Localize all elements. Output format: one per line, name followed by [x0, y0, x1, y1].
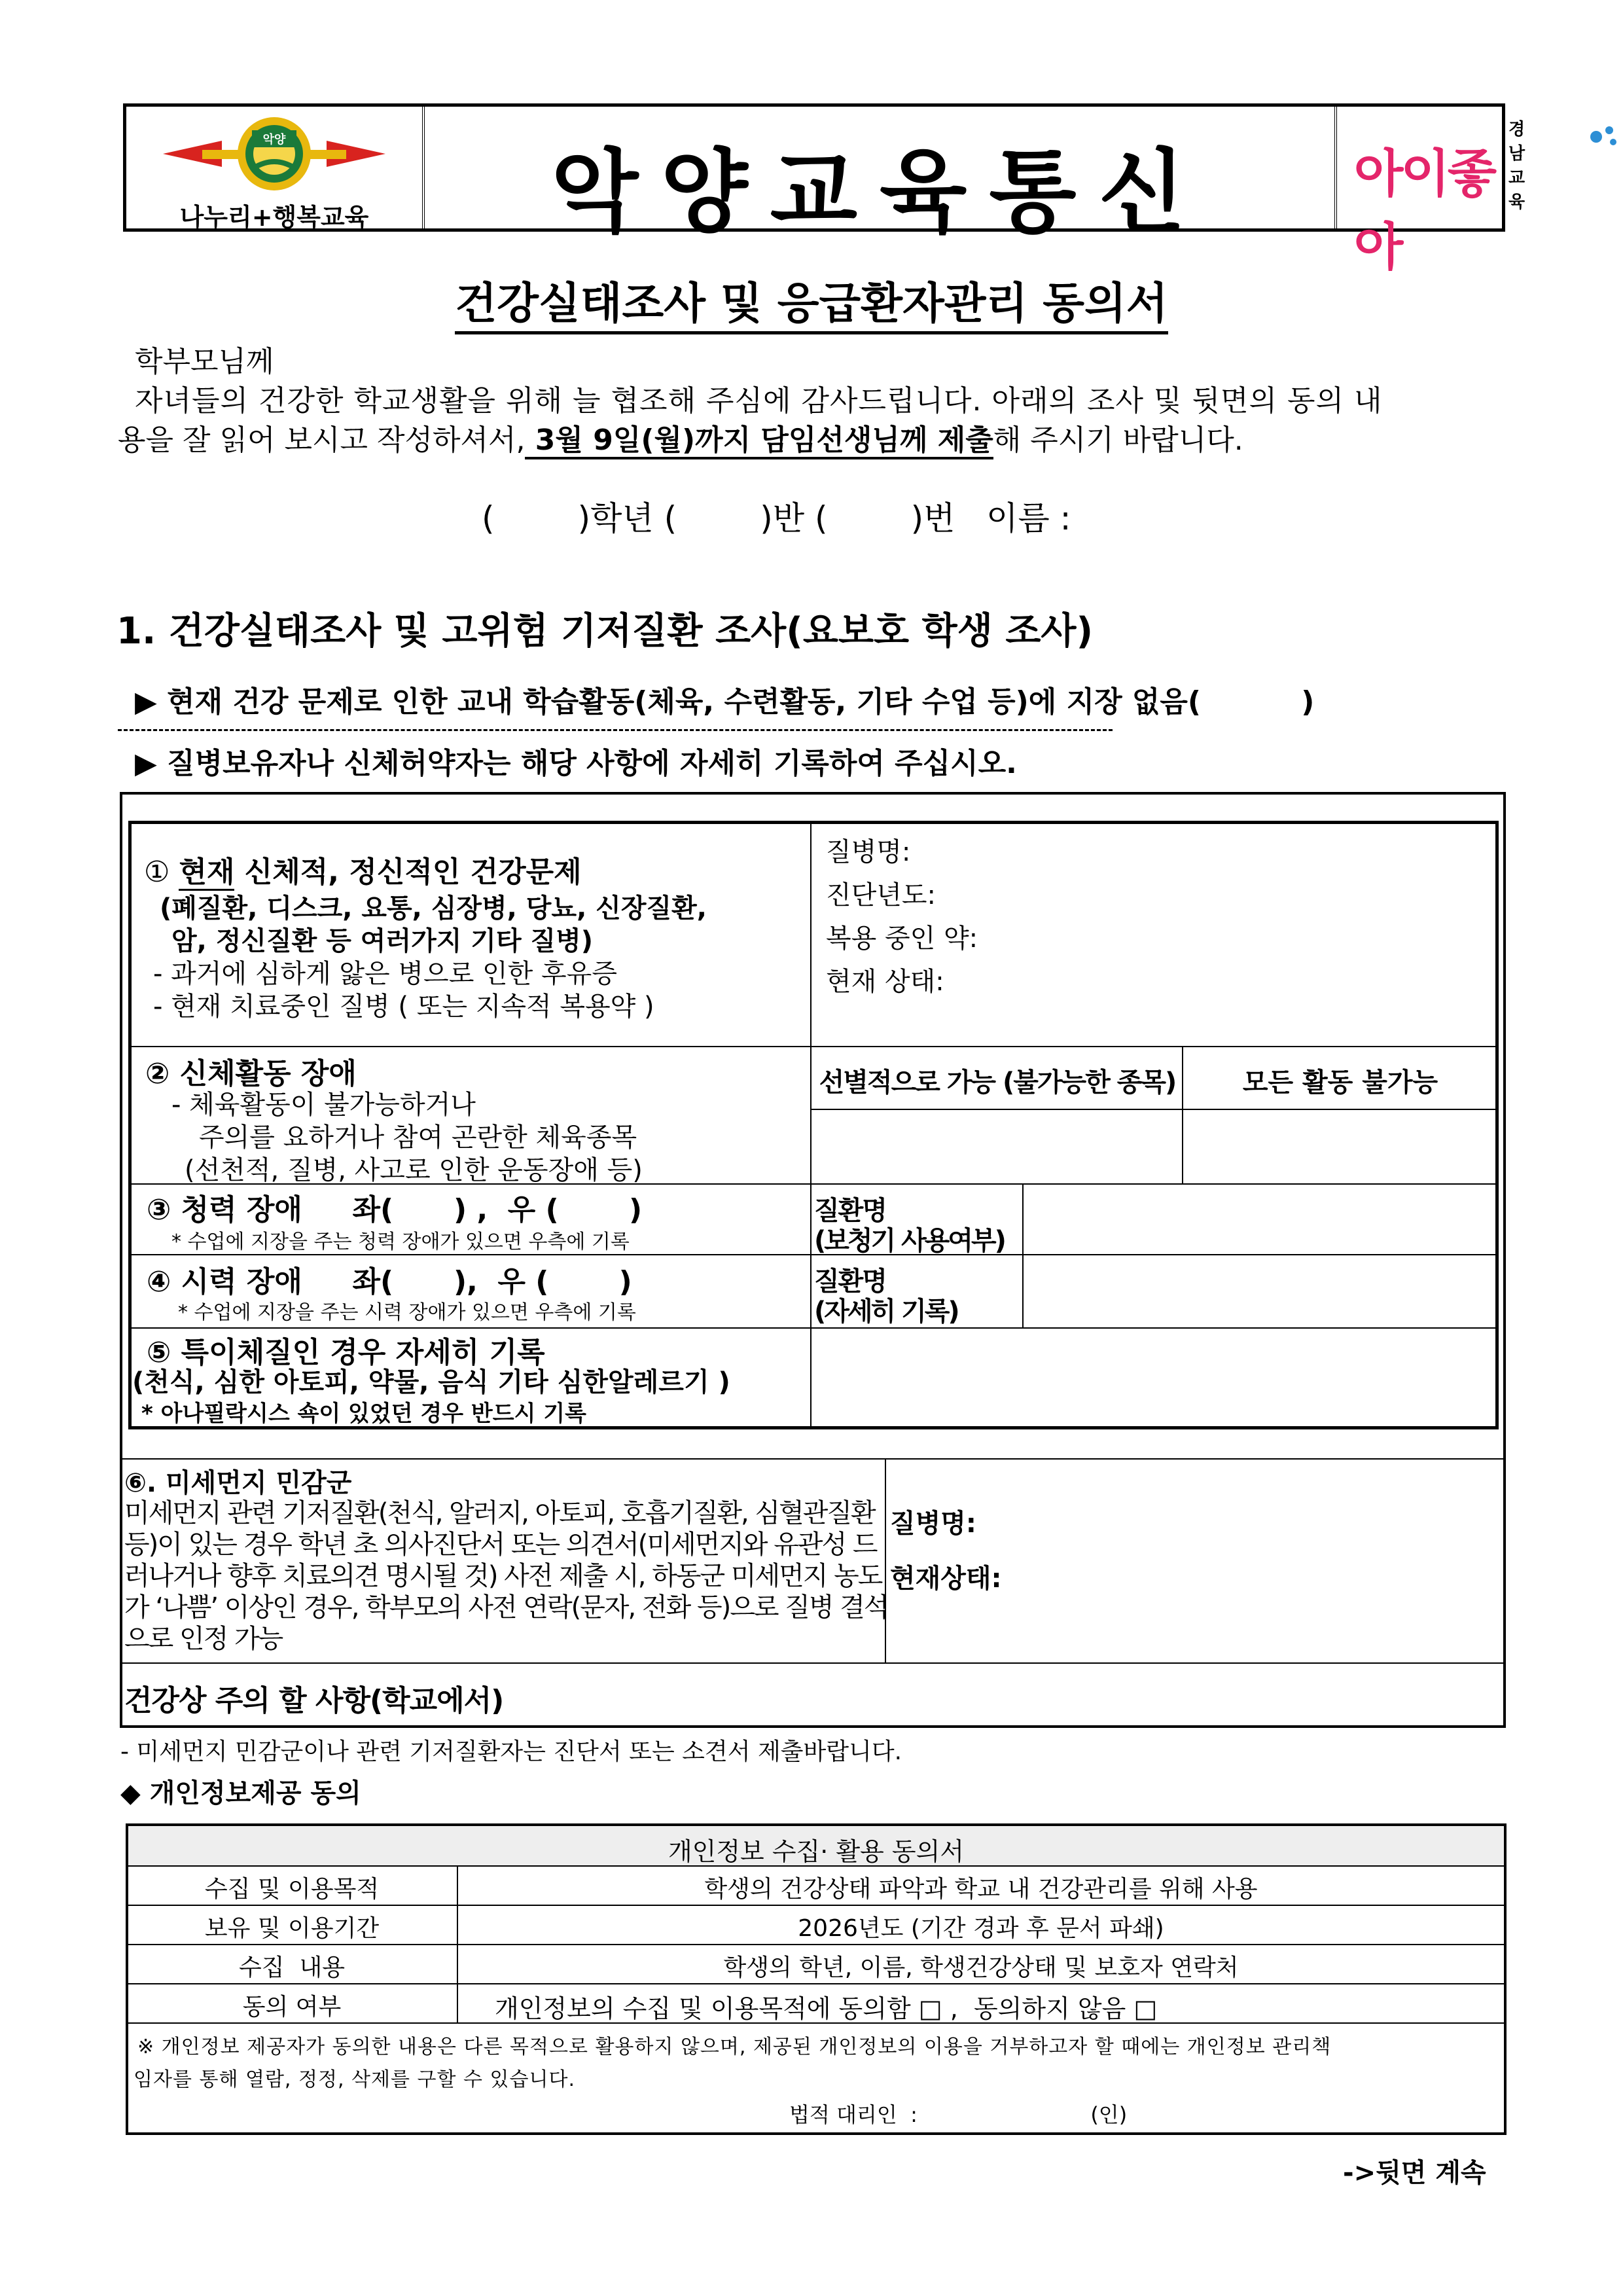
vision-disease-label: 질환명 — [814, 1266, 886, 1297]
emblem-text: 악양 — [262, 133, 286, 147]
disease-name-field[interactable]: 질병명: — [826, 837, 911, 867]
vision-detail-label: (자세히 기록) — [814, 1297, 958, 1327]
fine-dust-footnote: - 미세먼지 민감군이나 관련 기저질환자는 진단서 또는 소견서 제출바랍니다. — [120, 1738, 902, 1765]
edu-logo-text: 아이좋아 — [1354, 145, 1495, 277]
retention-value: 2026년도 (기간 경과 후 문서 파쇄) — [798, 1915, 1164, 1942]
no-issue-bullet: ▶ 현재 건강 문제로 인한 교내 학습활동(체육, 수련활동, 기타 수업 등)에 지장 없음( ) — [135, 685, 1315, 719]
privacy-heading: ◆ 개인정보제공 동의 — [120, 1778, 361, 1808]
document-title: 건강실태조사 및 응급환자관리 동의서 — [0, 268, 1623, 331]
fine-dust-desc-1: 미세먼지 관련 기저질환(천식, 알러지, 아토피, 호흡기질환, 심혈관질환 — [124, 1498, 875, 1528]
row1-diseases-cont: 암, 정신질환 등 여러가지 기타 질병) — [171, 926, 594, 956]
hearing-impairment-title: ③ 청력 장애 좌( ) , 우 ( ) — [147, 1193, 643, 1227]
intro-line-2: 용을 잘 읽어 보시고 작성하셔서, 3월 9일(월)까지 담임선생님께 제출해 주시기 바랍니다. — [118, 420, 1243, 461]
section-1-title: 1. 건강실태조사 및 고위험 기저질환 조사(요보호 학생 조사) — [116, 610, 1094, 653]
row1-diseases: (폐질환, 디스크, 요통, 심장병, 당뇨, 신장질환, — [160, 893, 707, 924]
purpose-value: 학생의 건강상태 파악과 학교 내 건강관리를 위해 사용 — [704, 1876, 1258, 1903]
row2-line4: (선천적, 질병, 사고로 인한 운동장애 등) — [185, 1155, 643, 1185]
hearing-note: * 수업에 지장을 주는 청력 장애가 있으면 우측에 기록 — [171, 1230, 630, 1253]
diagnosis-year-field[interactable]: 진단년도: — [826, 880, 936, 910]
fine-dust-desc-4: 가 ‘나쁨’ 이상인 경우, 학부모의 사전 연락(문자, 전화 등)으로 질병 결석 — [124, 1592, 888, 1623]
deadline-emphasis: 3월 9일(월)까지 담임선생님께 제출 — [525, 423, 993, 459]
medication-field[interactable]: 복용 중인 약: — [826, 924, 978, 954]
consent-title: 개인정보 수집· 활용 동의서 — [668, 1837, 965, 1866]
intro-line-1: 자녀들의 건강한 학교생활을 위해 늘 협조해 주심에 감사드립니다. 아래의 조사 및 뒷면의 동의 내 — [135, 384, 1383, 418]
all-activity-input[interactable] — [1183, 1110, 1497, 1182]
vision-impairment-title: ④ 시력 장애 좌( ), 우 ( ) — [147, 1265, 632, 1299]
special-constitution-examples: (천식, 심한 아토피, 약물, 음식 기타 심한알레르기 ) — [132, 1367, 730, 1397]
consent-choice-label: 동의 여부 — [242, 1994, 342, 2020]
row2-line3: 주의를 요하거나 참여 곤란한 체육종목 — [199, 1122, 637, 1153]
row1-aftereffects: - 과거에 심하게 앓은 병으로 인한 후유증 — [153, 959, 617, 989]
hearing-detail-input[interactable] — [1024, 1185, 1497, 1253]
vision-detail-input[interactable] — [1024, 1255, 1497, 1326]
continue-on-back-note: ->뒷면 계속 — [1343, 2158, 1486, 2188]
newsletter-title: 악양교육통신 — [551, 139, 1208, 245]
edu-logo-cell — [1338, 107, 1525, 277]
row1-title: ① 현재 신체적, 정신적인 건강문제 — [144, 848, 582, 890]
selective-activity-input[interactable] — [812, 1110, 1181, 1182]
purpose-label: 수집 및 이용목적 — [204, 1876, 380, 1903]
greeting: 학부모님께 — [135, 345, 274, 378]
anaphylaxis-note: * 아나필락시스 쇽이 있었던 경우 반드시 기록 — [141, 1401, 586, 1427]
hearing-aid-label: (보청기 사용여부) — [814, 1226, 1005, 1256]
school-emblem-icon — [163, 116, 385, 194]
vision-note: * 수업에 지장을 주는 시력 장애가 있으면 우측에 기록 — [178, 1301, 636, 1324]
privacy-consent-table — [126, 1823, 1507, 2135]
fine-dust-disease-field[interactable]: 질병명: — [890, 1509, 976, 1539]
row2-line2: - 체육활동이 불가능하거나 — [171, 1090, 476, 1120]
current-status-field[interactable]: 현재 상태: — [826, 967, 944, 997]
water-drop-icon — [1587, 124, 1620, 150]
title-cell — [425, 107, 1337, 245]
fine-dust-title: ⑥. 미세먼지 민감군 — [124, 1468, 352, 1498]
dashed-divider — [118, 729, 1113, 731]
collected-items-value: 학생의 학년, 이름, 학생건강상태 및 보호자 연락처 — [723, 1954, 1239, 1981]
edu-logo-tag: 경남교육 — [1508, 120, 1525, 212]
consent-notice-1: ※ 개인정보 제공자가 동의한 내용은 다른 목적으로 활용하지 않으며, 제공된 개인정보의 이용을 거부하고자 할 때에는 개인정보 관리책 — [137, 2036, 1332, 2058]
retention-label: 보유 및 이용기간 — [204, 1915, 380, 1942]
fine-dust-desc-5: 으로 인정 가능 — [124, 1624, 283, 1654]
selective-activity-header: 선별적으로 가능 (불가능한 종목) — [819, 1067, 1176, 1098]
consent-checkboxes[interactable]: 개인정보의 수집 및 이용목적에 동의함 □ , 동의하지 않음 □ — [495, 1994, 1158, 2023]
special-constitution-input[interactable] — [812, 1329, 1497, 1427]
school-logo-cell — [126, 107, 425, 232]
consent-notice-2: 임자를 통해 열람, 정정, 삭제를 구할 수 있습니다. — [134, 2068, 575, 2091]
fine-dust-desc-2: 등)이 있는 경우 학년 초 의사진단서 또는 의견서(미세먼지와 유관성 드 — [124, 1530, 877, 1560]
fine-dust-status-field[interactable]: 현재상태: — [890, 1564, 1002, 1594]
school-caution-label: 건강상 주의 할 사항(학교에서) — [124, 1684, 504, 1717]
collected-items-label: 수집 내용 — [239, 1954, 345, 1981]
row1-treatment: - 현재 치료중인 질병 ( 또는 지속적 복용약 ) — [153, 992, 654, 1022]
record-details-bullet: ▶ 질병보유자나 신체허약자는 해당 사항에 자세히 기록하여 주십시오. — [135, 747, 1017, 780]
row2-title: ② 신체활동 장애 — [145, 1057, 357, 1090]
student-info-line: ( )학년 ( )반 ( )번 이름 : — [482, 499, 1071, 537]
newsletter-header — [123, 103, 1525, 277]
hearing-disease-label: 질환명 — [814, 1196, 886, 1226]
legal-guardian-signature[interactable]: 법적 대리인 : (인) — [789, 2102, 1128, 2127]
all-activity-impossible-header: 모든 활동 불가능 — [1242, 1067, 1438, 1098]
special-constitution-title: ⑤ 특이체질인 경우 자세히 기록 — [147, 1336, 545, 1369]
school-logo-caption: 나누리+행복교육 — [179, 203, 369, 232]
fine-dust-desc-3: 러나거나 향후 치료의견 명시될 것) 사전 제출 시, 하동군 미세먼지 농도 — [124, 1561, 882, 1591]
